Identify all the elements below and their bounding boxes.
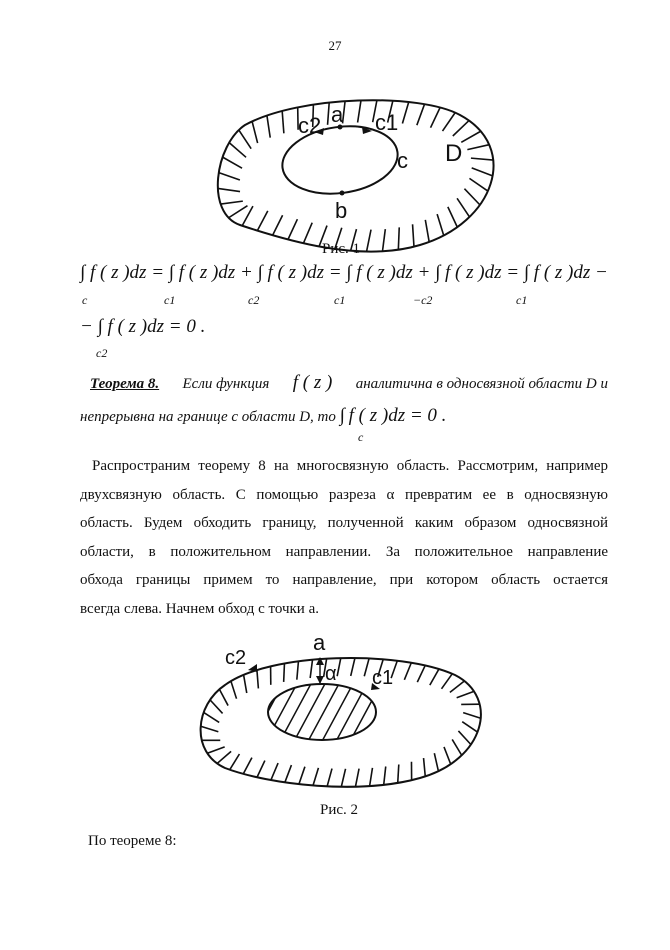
hatch-mark <box>273 215 283 235</box>
theorem-heading: Теорема 8. <box>90 376 160 392</box>
label-a: a <box>331 102 344 127</box>
hatch-mark <box>223 157 242 168</box>
hatch-mark <box>257 211 267 231</box>
hatch-mark <box>424 758 426 776</box>
outer-boundary-hatching <box>201 658 481 787</box>
hatch-mark <box>430 669 439 685</box>
hatch-mark <box>210 700 223 714</box>
hatch-mark <box>230 754 240 770</box>
theorem-line-1: Теорема 8. Если функция f ( z ) аналитична в односвязной области D и <box>90 372 608 393</box>
hatch-mark <box>442 674 453 689</box>
page-number: 27 <box>328 38 342 53</box>
hatch-mark <box>242 206 253 226</box>
label-c2: c2 <box>225 647 247 669</box>
paragraph-line: всегда слева. Начнем обход с точки а. <box>80 600 319 617</box>
hatch-mark <box>299 767 305 784</box>
label-c1: c1 <box>375 110 399 135</box>
label-alpha: α <box>325 663 337 685</box>
hatch-mark <box>384 767 386 785</box>
hatch-mark <box>413 224 414 246</box>
hatch-mark <box>351 658 355 676</box>
hatch-mark <box>285 765 292 782</box>
paragraph-line: Распространим теорему 8 на многосвязную область. Рассмотрим, например <box>92 458 608 474</box>
hatch-mark <box>457 198 469 217</box>
hatch-mark <box>364 658 369 676</box>
hatch-mark <box>219 173 240 180</box>
formula-1-sub-3: c2 <box>248 293 260 307</box>
hatch-mark <box>462 722 477 732</box>
formula-line-2: − ∫ f ( z )dz = 0 . <box>80 316 206 337</box>
label-c: c <box>397 148 408 173</box>
hatch-mark <box>201 726 219 731</box>
hatch-mark <box>229 206 248 218</box>
body-paragraph <box>80 452 608 624</box>
hatch-mark <box>217 751 231 763</box>
theorem-line-2: непрерывна на границе с области D, то ∫ f ( z )dz = 0 . <box>80 405 447 426</box>
point-b <box>340 191 345 196</box>
hatch-mark <box>404 663 411 680</box>
figure-2-diagram <box>0 620 670 805</box>
hatch-mark <box>221 201 243 204</box>
hatch-mark <box>458 731 470 745</box>
hatch-mark <box>417 104 425 125</box>
hatch-mark <box>313 768 318 786</box>
hatch-mark <box>425 220 429 242</box>
hatch-mark <box>443 113 456 131</box>
formula-line-1: ∫ f ( z )dz = ∫ f ( z )dz + ∫ f ( z )dz = ∫ f ( z )dz + ∫ f ( z )dz = ∫ f ( z )dz − <box>80 262 608 283</box>
formula-1-sub-2: c1 <box>164 293 176 307</box>
hatch-mark <box>243 758 252 774</box>
hatch-mark <box>271 763 278 780</box>
hatch-mark <box>463 713 481 719</box>
hatch-mark <box>434 753 438 771</box>
hatch-mark <box>453 121 469 136</box>
hatch-mark <box>467 145 489 150</box>
hatch-mark <box>367 230 371 252</box>
hatch-mark <box>398 764 399 782</box>
hatch-mark <box>231 681 237 699</box>
hatch-mark <box>204 712 220 722</box>
hole-hatch-line <box>376 680 411 745</box>
hatch-mark <box>257 670 258 688</box>
hatch-mark <box>218 188 240 191</box>
hatch-mark <box>452 739 462 755</box>
hatch-mark <box>207 747 224 753</box>
hole-hatch-line <box>390 680 425 745</box>
hatch-mark <box>370 768 373 786</box>
hatch-mark <box>437 214 444 235</box>
hatch-mark <box>382 229 385 251</box>
label-b: b <box>335 198 348 223</box>
hatch-mark <box>229 143 246 158</box>
hatch-mark <box>341 769 345 787</box>
hole-hatch-line <box>292 680 327 745</box>
hatch-mark <box>303 223 312 244</box>
hatch-mark <box>239 130 251 149</box>
figure-2-caption: Рис. 2 <box>320 802 359 818</box>
formula-1-sub-6: c1 <box>516 293 528 307</box>
label-a: a <box>313 630 326 655</box>
figure-1-caption: Рис. 1 <box>322 241 361 257</box>
hatch-mark <box>402 102 408 123</box>
hatch-mark <box>398 227 399 249</box>
hatch-mark <box>328 103 330 125</box>
hatch-mark <box>444 747 451 764</box>
hatch-mark <box>457 691 474 697</box>
paragraph-line: области, в положительном направлении. За положительное направление <box>80 543 608 560</box>
hatch-mark <box>337 658 341 676</box>
hatch-mark <box>252 121 257 143</box>
hole-hatch-line <box>278 680 313 745</box>
formula-2-sub: c2 <box>96 346 108 360</box>
hatch-mark <box>288 219 297 239</box>
paragraph-line: двухсвязную область. С помощью разреза α превратим ее в односвязную <box>80 486 608 503</box>
hole-hatch-line <box>362 680 397 745</box>
hatch-mark <box>431 107 441 127</box>
hatch-mark <box>448 207 457 227</box>
label-c2: c2 <box>298 113 322 138</box>
hatch-mark <box>355 769 359 787</box>
hatch-mark <box>219 689 228 705</box>
integral-sign: ∫ <box>80 262 86 283</box>
arrow-c2 <box>248 664 257 672</box>
hatch-mark <box>327 769 332 787</box>
formula-1-sub-1: c <box>82 293 88 307</box>
paragraph-line: обхода границы примем то направление, при котором область остается <box>80 572 608 589</box>
hatch-mark <box>472 168 493 176</box>
hatch-mark <box>310 660 312 678</box>
formula-1-sub-4: c1 <box>334 293 346 307</box>
outer-boundary-hatching <box>218 100 493 251</box>
hatch-mark <box>257 761 265 778</box>
hatch-mark <box>267 116 270 138</box>
hole <box>268 684 376 740</box>
hatch-mark <box>464 189 479 205</box>
label-D: D <box>445 140 463 167</box>
hatch-mark <box>284 664 285 682</box>
hatch-mark <box>297 661 299 679</box>
paragraph-line: область. Будем обходить границу, полученной каким образом односвязной <box>80 515 608 532</box>
hatch-mark <box>461 131 480 142</box>
outer-boundary <box>201 658 481 787</box>
hatch-mark <box>358 100 361 122</box>
hatch-mark <box>244 675 247 693</box>
hatch-mark <box>469 178 487 191</box>
label-c1: c1 <box>372 667 394 689</box>
hatch-mark <box>450 681 464 692</box>
hatch-mark <box>282 111 284 133</box>
footer-line: По теореме 8: <box>88 833 177 849</box>
formula-1-sub-5: −c2 <box>413 293 433 307</box>
hatch-mark <box>471 158 493 160</box>
hole-hatch-line <box>306 680 341 745</box>
theorem-sub: c <box>358 430 364 444</box>
hatch-mark <box>417 665 425 682</box>
